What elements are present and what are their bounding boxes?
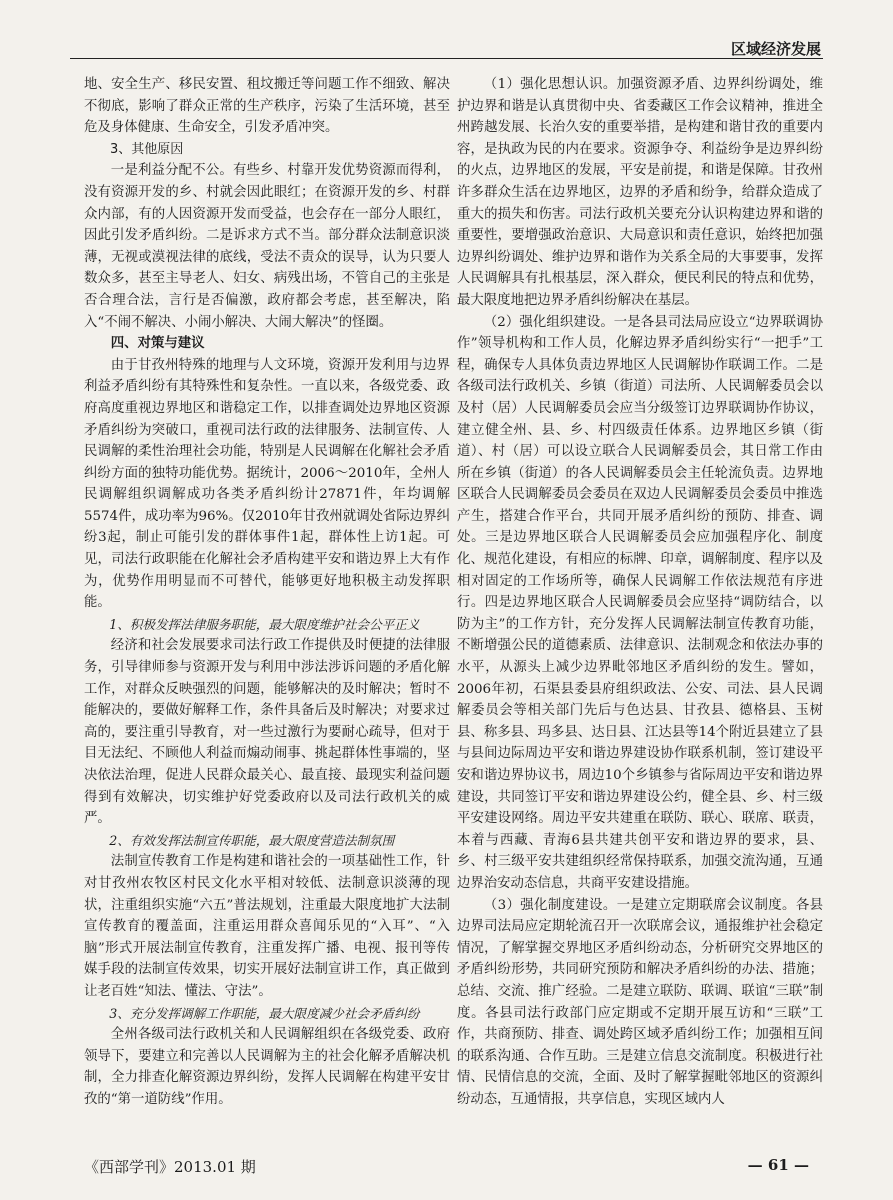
section-heading: 3、充分发挥调解工作职能，最大限度减少社会矛盾纠纷 [109, 1005, 420, 1021]
section-heading: 2、有效发挥法制宣传职能，最大限度营造法制氛围 [109, 832, 395, 848]
page-footer [0, 1150, 893, 1190]
page-header [0, 0, 893, 64]
paragraph: （1）强化思想认识。加强资源矛盾、边界纠纷调处，维护边界和谐是认真贯彻中央、省委藏区工作会议精神，推进全州跨越发展、长治久安的重要举措，是构建和谐甘孜的重要内容，是执政为民的内在要求。资源争夺、利益纷争是边界纠纷的火点，边界地区的发展，平安是前提，和谐是保障。甘孜州许多群众生活在边界地区，边界的矛盾和纷争，给群众造成了重大的损失和伤害。司法行政机关要充分认识构建边界和谐的重要性，要增强政治意识、大局意识和责任意识，始终把加强边界纠纷调处、维护边界和谐作为关系全局的大事要事，发挥人民调解具有扎根基层，深入群众，便民利民的特点和优势，最大限度地把边界矛盾纠纷解决在基层。 [457, 77, 823, 308]
section-heading: 四、对策与建议 [110, 336, 205, 352]
section-heading: 1、积极发挥法律服务职能，最大限度维护社会公平正义 [109, 616, 420, 632]
journal-issue: 《西部学刊》2013.01 期 [84, 1158, 256, 1176]
section-heading: 3、其他原因 [110, 141, 184, 157]
left-column [84, 74, 450, 1111]
paragraph: 全州各级司法行政机关和人民调解组织在各级党委、政府领导下，要建立和完善以人民调解为主的社会化解矛盾解决机制，全力排查化解资源边界纠纷，发挥人民调解在构建平安甘孜的“第一道防线”作用。 [84, 1027, 450, 1107]
paragraph: 由于甘孜州特殊的地理与人文环境，资源开发利用与边界利益矛盾纠纷有其特殊性和复杂性。一直以来，各级党委、政府高度重视边界地区和谐稳定工作，以排查调处边界地区资源矛盾纠纷为突破口，重视司法行政的法律服务、法制宣传、人民调解的柔性治理社会功能，特别是人民调解在化解社会矛盾纠纷方面的独特功能优势。据统计，2006～2010年，全州人民调解组织调解成功各类矛盾纠纷计27871件，年均调解5574件，成功率为96%。仅2010年甘孜州就调处省际边界纠纷3起，制止可能引发的群体事件1起，群体性上访1起。可见，司法行政职能在化解社会矛盾构建平安和谐边界上大有作为，优势作用明显而不可替代，能够更好地积极主动发挥职能。 [84, 357, 450, 611]
header-rule [70, 58, 823, 59]
paragraph: 经济和社会发展要求司法行政工作提供及时便捷的法律服务，引导律师参与资源开发与利用中涉法涉诉问题的矛盾化解工作，对群众反映强烈的问题，能够解决的及时解决；暂时不能解决的，要做好解释工作，条件具备后及时解决；对要求过高的，要注重引导教育，对一些过激行为要耐心疏导，但对于目无法纪、不顾他人利益而煽动闹事、挑起群体性事端的，坚决依法治理，促进人民群众最关心、最直接、最现实利益问题得到有效解决，切实维护好党委政府以及司法行政机关的威严。 [84, 638, 450, 827]
paragraph: （2）强化组织建设。一是各县司法局应设立“边界联调协作”领导机构和工作人员，化解边界矛盾纠纷实行“一把手”工程，确保专人具体负责边界地区人民调解协作联调工作。二是各级司法行政机关、乡镇（街道）司法所、人民调解委员会以及村（居）人民调解委员会应当分级签订边界联调协作协议，建立健全州、县、乡、村四级责任体系。边界地区乡镇（街道）、村（居）可以设立联合人民调解委员会，其日常工作由所在乡镇（街道）的各人民调解委员会主任轮流负责。边界地区联合人民调解委员会委员在双边人民调解委员会委员中推选产生，搭建合作平台，共同开展矛盾纠纷的预防、排查、调处。三是边界地区联合人民调解委员会应加强程序化、制度化、规范化建设，有相应的标牌、印章，调解制度、程序以及相对固定的工作场所等，确保人民调解工作依法规范有序进行。四是边界地区联合人民调解委员会应坚持“调防结合，以防为主”的工作方针，充分发挥人民调解法制宣传教育功能，不断增强公民的道德素质、法律意识、法制观念和依法办事的水平，从源头上减少边界毗邻地区矛盾纠纷的发生。譬如，2006年初，石渠县委县府组织政法、公安、司法、县人民调解委员会等相关部门先后与色达县、甘孜县、德格县、玉树县、称多县、玛多县、达日县、江达县等14个附近县建立了县与县间边际周边平安和谐边界建设协作联系机制，签订建设平安和谐边界协议书，周边10个乡镇参与省际周边平安和谐边界建设，共同签订平安和谐边界建设公约，健全县、乡、村三级平安建设网络。周边平安共建重在联防、联心、联席、联责，本着与西藏、青海6县共建共创平安和谐边界的要求，县、乡、村三级平安共建组织经常保持联系，加强交流沟通，互通边界治安动态信息，共商平安建设措施。 [457, 314, 823, 891]
paragraph: 地、安全生产、移民安置、租坟搬迁等问题工作不细致、解决不彻底，影响了群众正常的生产秩序，污染了生活环境，甚至危及身体健康、生命安全，引发矛盾冲突。 [84, 77, 450, 136]
page-number: — 61 — [747, 1156, 809, 1174]
paragraph: 一是利益分配不公。有些乡、村靠开发优势资源而得利，没有资源开发的乡、村就会因此眼红；在资源开发的乡、村群众内部，有的人因资源开发而受益，也会存在一部分人眼红，因此引发矛盾纠纷。二是诉求方式不当。部分群众法制意识淡薄，无视或漠视法律的底线，受法不责众的误导，认为只要人数众多，甚至主导老人、妇女、病残出场，不管自己的主张是否合理合法，言行是否偏激，政府都会考虑，甚至解决，陷入“不闹不解决、小闹小解决、大闹大解决”的怪圈。 [84, 163, 450, 330]
right-column [457, 74, 823, 1111]
paragraph: 法制宣传教育工作是构建和谐社会的一项基础性工作，针对甘孜州农牧区村民文化水平相对较低、法制意识淡薄的现状，注重组织实施“六五”普法规划，注重最大限度地扩大法制宣传教育的覆盖面，注重运用群众喜闻乐见的“入耳”、“入脑”形式开展法制宣传教育，注重发挥广播、电视、报刊等传媒手段的法制宣传效果，切实开展好法制宣讲工作，真正做到让老百姓“知法、懂法、守法”。 [84, 854, 450, 999]
paragraph: （3）强化制度建设。一是建立定期联席会议制度。各县边界司法局应定期轮流召开一次联席会议，通报维护社会稳定情况，了解掌握交界地区矛盾纠纷动态，分析研究交界地区的矛盾纠纷形势，共同研究预防和解决矛盾纠纷的办法、措施；总结、交流、推广经验。二是建立联防、联调、联谊“三联”制度。各县司法行政部门应定期或不定期开展互访和“三联”工作，共商预防、排查、调处跨区域矛盾纠纷工作；加强相互间的联系沟通、合作互助。三是建立信息交流制度。积极进行社情、民情信息的交流，全面、及时了解掌握毗邻地区的资源纠纷动态，互通情报，共享信息，实现区域内人 [457, 897, 823, 1107]
section-title: 区域经济发展 [730, 40, 821, 58]
